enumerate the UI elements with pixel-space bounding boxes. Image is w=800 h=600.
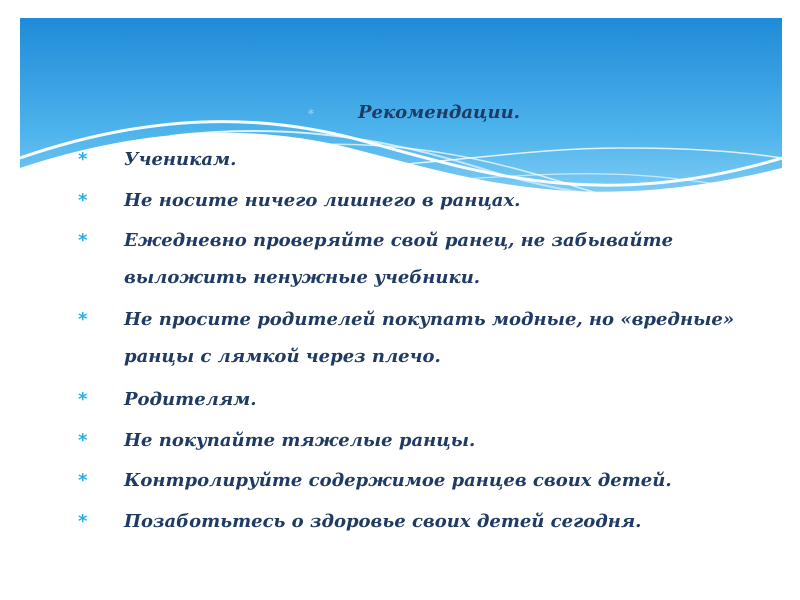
list-item-text: Не просите родителей покупать модные, но «вредные» ранцы с лямкой через плечо. [124, 309, 735, 367]
list-item [78, 141, 758, 178]
bullet-icon: * [78, 149, 88, 170]
bullet-icon: * [78, 430, 88, 451]
list-item-text: Ученикам. [124, 149, 237, 170]
title-bullet-icon: * [308, 107, 314, 121]
list-item-text: Контролируйте содержимое ранцев своих детей. [124, 470, 672, 491]
list-item [78, 222, 758, 296]
list-item-text: Позаботьтесь о здоровье своих детей сегодня. [124, 511, 642, 532]
list-item [78, 182, 758, 219]
list-item [78, 381, 758, 418]
list-item [78, 503, 758, 540]
list-item-text: Не покупайте тяжелые ранцы. [124, 430, 476, 451]
list-item-text: Ежедневно проверяйте свой ранец, не забывайте выложить ненужные учебники. [124, 230, 674, 288]
bullet-icon: * [78, 389, 88, 410]
slide-title-row [308, 100, 520, 127]
slide-title: Рекомендации. [358, 102, 520, 123]
list-item [78, 462, 758, 499]
list-item-text: Не носите ничего лишнего в ранцах. [124, 190, 521, 211]
list-item [78, 422, 758, 459]
bullet-icon: * [78, 309, 88, 330]
bullet-icon: * [78, 190, 88, 211]
bullet-icon: * [78, 230, 88, 251]
bullet-icon: * [78, 470, 88, 491]
bullet-icon: * [78, 511, 88, 532]
list-item [78, 301, 758, 375]
list-item-text: Родителям. [124, 389, 257, 410]
